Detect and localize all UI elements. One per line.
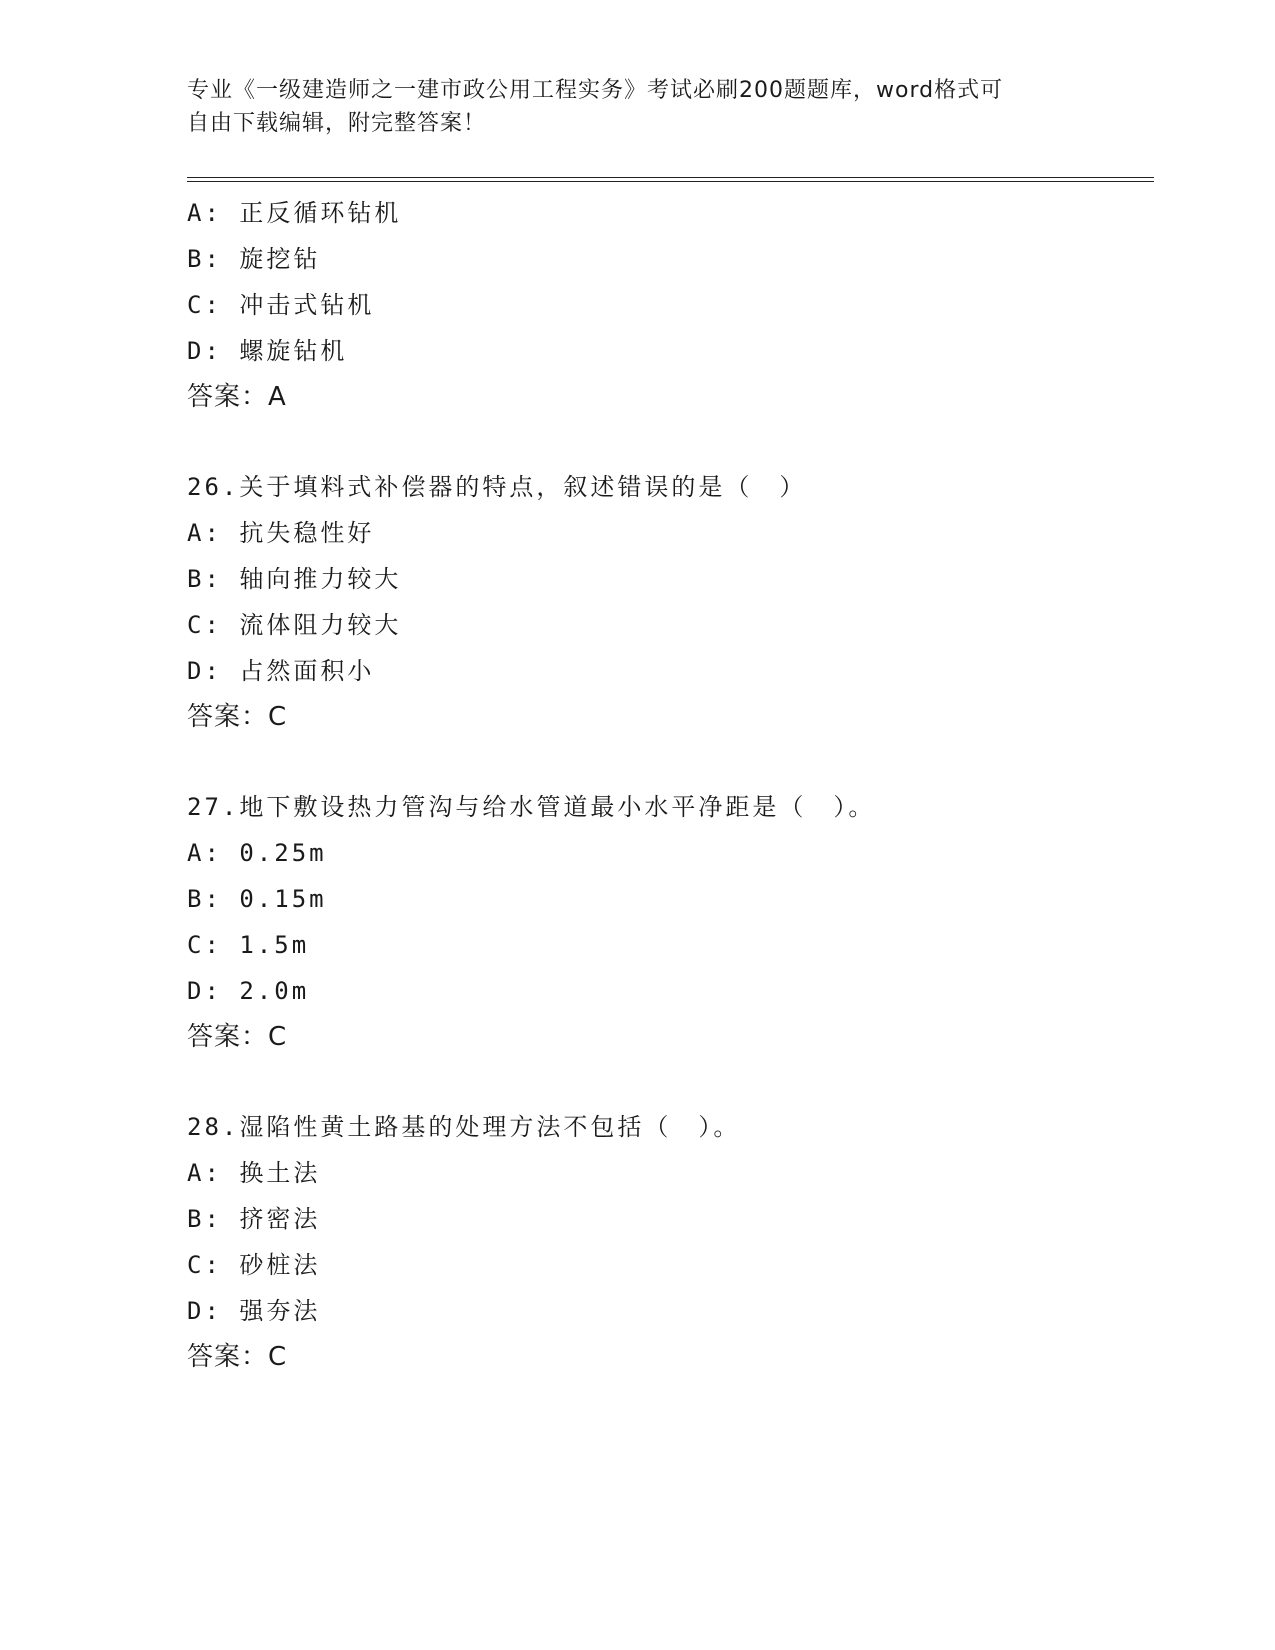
question-list xyxy=(187,190,1154,1380)
spacer xyxy=(187,740,1154,784)
option-b: B: 0.15m xyxy=(187,885,327,913)
option-d: D: 2.0m xyxy=(187,977,310,1005)
answer-line: 答案：C xyxy=(187,702,288,732)
option-c: C: 1.5m xyxy=(187,931,310,959)
question-26 xyxy=(187,464,1154,740)
question-title: 27.地下敷设热力管沟与给水管道最小水平净距是（ ）。 xyxy=(187,793,876,821)
question-25 xyxy=(187,190,1154,420)
option-d: D: 螺旋钻机 xyxy=(187,337,348,365)
option-c: C: 流体阻力较大 xyxy=(187,611,402,639)
question-27 xyxy=(187,784,1154,1060)
spacer xyxy=(187,1060,1154,1104)
option-a: A: 抗失稳性好 xyxy=(187,519,375,547)
header-line-1: 专业《一级建造师之一建市政公用工程实务》考试必刷200题题库，word格式可 xyxy=(187,78,1004,103)
option-b: B: 挤密法 xyxy=(187,1205,321,1233)
answer-line: 答案：C xyxy=(187,1022,288,1052)
question-28 xyxy=(187,1104,1154,1380)
document-header xyxy=(187,74,1087,140)
option-b: B: 旋挖钻 xyxy=(187,245,321,273)
option-c: C: 冲击式钻机 xyxy=(187,291,375,319)
question-title: 26.关于填料式补偿器的特点，叙述错误的是（ ） xyxy=(187,473,807,501)
option-a: A: 0.25m xyxy=(187,839,327,867)
option-c: C: 砂桩法 xyxy=(187,1251,321,1279)
option-a: A: 正反循环钻机 xyxy=(187,199,402,227)
header-divider-bottom xyxy=(187,181,1154,182)
option-d: D: 强夯法 xyxy=(187,1297,321,1325)
option-d: D: 占然面积小 xyxy=(187,657,375,685)
spacer xyxy=(187,420,1154,464)
header-line-2: 自由下载编辑，附完整答案！ xyxy=(187,111,487,136)
header-divider-top xyxy=(187,177,1154,178)
question-title: 28.湿陷性黄土路基的处理方法不包括（ ）。 xyxy=(187,1113,741,1141)
option-b: B: 轴向推力较大 xyxy=(187,565,402,593)
option-a: A: 换土法 xyxy=(187,1159,321,1187)
answer-line: 答案：C xyxy=(187,1342,288,1372)
answer-line: 答案：A xyxy=(187,382,287,412)
